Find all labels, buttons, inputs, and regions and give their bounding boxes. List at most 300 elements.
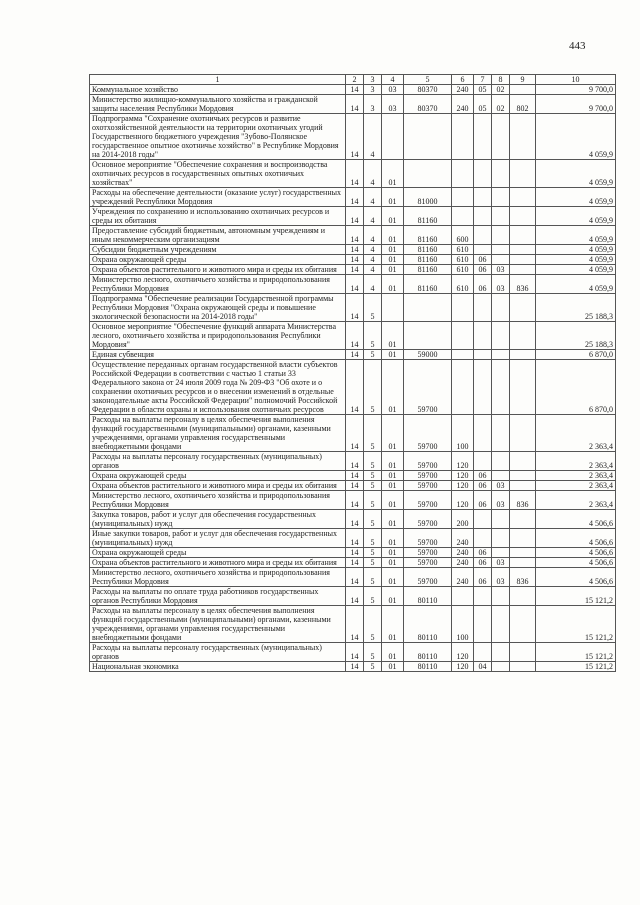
amount-cell: 25 188,3 [536, 294, 616, 322]
code-cell-6 [452, 188, 474, 207]
code-cell-7 [474, 452, 492, 471]
code-cell-4: 01 [382, 350, 404, 360]
code-cell-3: 5 [364, 415, 382, 452]
table-row [90, 491, 616, 510]
code-cell-6 [452, 114, 474, 160]
row-name-cell: Расходы на выплаты персоналу в целях обеспечения выполнения функций государственными (муниципальными) органами, казенными учреждениями, органами управления государственными внебюджетными фондами [90, 606, 346, 643]
table-row [90, 322, 616, 350]
amount-cell: 9 700,0 [536, 95, 616, 114]
code-cell-8: 03 [492, 481, 510, 491]
code-cell-5: 59700 [404, 481, 452, 491]
code-cell-3: 4 [364, 245, 382, 255]
code-cell-6: 610 [452, 245, 474, 255]
code-cell-5: 80110 [404, 606, 452, 643]
amount-cell: 2 363,4 [536, 491, 616, 510]
code-cell-7: 06 [474, 265, 492, 275]
code-cell-2: 14 [346, 322, 364, 350]
code-cell-4: 03 [382, 85, 404, 95]
code-cell-8 [492, 360, 510, 415]
code-cell-8 [492, 471, 510, 481]
row-name-cell: Подпрограмма "Обеспечение реализации Государственной программы Республики Мордовия "Охрана окружающей среды и повышение экологической безопасности на 2014-2018 годы" [90, 294, 346, 322]
code-cell-3: 4 [364, 275, 382, 294]
row-name-cell: Расходы на обеспечение деятельности (оказание услуг) государственных учреждений Республики Мордовия [90, 188, 346, 207]
code-cell-7 [474, 245, 492, 255]
table-row [90, 95, 616, 114]
table-row [90, 85, 616, 95]
code-cell-8: 03 [492, 491, 510, 510]
code-cell-3: 5 [364, 491, 382, 510]
code-cell-7 [474, 606, 492, 643]
code-cell-5: 59700 [404, 510, 452, 529]
column-header-4: 4 [382, 75, 404, 85]
code-cell-2: 14 [346, 85, 364, 95]
row-name-cell: Осуществление переданных органам государственной власти субъектов Российской Федерации в соответствии с частью 1 статьи 33 Федерального закона от 24 июля 2009 года № 209-ФЗ "Об охоте и о сохранении охотничьих ресурсов и о внесении изменений в отдельные законодательные акты Российской Федерации" полномочий Российской Федерации в области охраны и использования охотничьих ресурсов [90, 360, 346, 415]
code-cell-2: 14 [346, 587, 364, 606]
code-cell-7 [474, 188, 492, 207]
code-cell-9 [510, 529, 536, 548]
code-cell-3: 5 [364, 606, 382, 643]
code-cell-6: 240 [452, 548, 474, 558]
code-cell-6 [452, 207, 474, 226]
table-row [90, 568, 616, 587]
code-cell-2: 14 [346, 662, 364, 672]
code-cell-2: 14 [346, 481, 364, 491]
column-header-10: 10 [536, 75, 616, 85]
code-cell-8 [492, 415, 510, 452]
row-name-cell: Расходы на выплаты по оплате труда работников государственных органов Республики Мордовия [90, 587, 346, 606]
code-cell-7 [474, 510, 492, 529]
code-cell-8 [492, 643, 510, 662]
code-cell-2: 14 [346, 568, 364, 587]
code-cell-7 [474, 322, 492, 350]
code-cell-4 [382, 114, 404, 160]
amount-cell: 15 121,2 [536, 606, 616, 643]
code-cell-7 [474, 294, 492, 322]
row-name-cell: Коммунальное хозяйство [90, 85, 346, 95]
table-row [90, 255, 616, 265]
amount-cell: 6 870,0 [536, 350, 616, 360]
code-cell-4: 01 [382, 452, 404, 471]
code-cell-2: 14 [346, 548, 364, 558]
row-name-cell: Расходы на выплаты персоналу государственных (муниципальных) органов [90, 452, 346, 471]
row-name-cell: Расходы на выплаты персоналу в целях обеспечения выполнения функций государственными (муниципальными) органами, казенными учреждениями, органами управления государственными внебюджетными фондами [90, 415, 346, 452]
code-cell-4: 01 [382, 275, 404, 294]
code-cell-8: 03 [492, 265, 510, 275]
code-cell-8: 02 [492, 95, 510, 114]
table-row [90, 452, 616, 471]
table-row [90, 481, 616, 491]
table-row [90, 558, 616, 568]
code-cell-4: 01 [382, 265, 404, 275]
code-cell-6: 100 [452, 606, 474, 643]
code-cell-3: 5 [364, 662, 382, 672]
code-cell-6: 120 [452, 471, 474, 481]
code-cell-9 [510, 548, 536, 558]
code-cell-5: 59700 [404, 558, 452, 568]
code-cell-2: 14 [346, 188, 364, 207]
code-cell-2: 14 [346, 226, 364, 245]
code-cell-8 [492, 662, 510, 672]
code-cell-4: 01 [382, 606, 404, 643]
row-name-cell: Министерство лесного, охотничьего хозяйства и природопользования Республики Мордовия [90, 491, 346, 510]
code-cell-8: 02 [492, 85, 510, 95]
code-cell-7: 06 [474, 255, 492, 265]
row-name-cell: Министерство лесного, охотничьего хозяйства и природопользования Республики Мордовия [90, 568, 346, 587]
code-cell-8 [492, 452, 510, 471]
code-cell-6: 120 [452, 481, 474, 491]
code-cell-9 [510, 558, 536, 568]
row-name-cell: Охрана объектов растительного и животного мира и среды их обитания [90, 481, 346, 491]
table-row [90, 226, 616, 245]
code-cell-8 [492, 188, 510, 207]
amount-cell: 2 363,4 [536, 471, 616, 481]
row-name-cell: Учреждения по сохранению и использованию охотничьих ресурсов и среды их обитания [90, 207, 346, 226]
code-cell-4: 01 [382, 322, 404, 350]
code-cell-5 [404, 114, 452, 160]
code-cell-6: 120 [452, 643, 474, 662]
code-cell-2: 14 [346, 294, 364, 322]
code-cell-4: 01 [382, 415, 404, 452]
code-cell-7: 05 [474, 95, 492, 114]
code-cell-6: 120 [452, 662, 474, 672]
table-row [90, 160, 616, 188]
code-cell-7: 04 [474, 662, 492, 672]
code-cell-9 [510, 114, 536, 160]
table-row [90, 548, 616, 558]
row-name-cell: Субсидии бюджетным учреждениям [90, 245, 346, 255]
code-cell-3: 4 [364, 160, 382, 188]
code-cell-6: 600 [452, 226, 474, 245]
amount-cell: 4 059,9 [536, 275, 616, 294]
row-name-cell: Закупка товаров, работ и услуг для обеспечения государственных (муниципальных) нужд [90, 510, 346, 529]
code-cell-7 [474, 415, 492, 452]
code-cell-6 [452, 587, 474, 606]
table-row [90, 510, 616, 529]
code-cell-9 [510, 265, 536, 275]
amount-cell: 4 059,9 [536, 265, 616, 275]
code-cell-8 [492, 294, 510, 322]
code-cell-6: 240 [452, 529, 474, 548]
code-cell-5: 59700 [404, 548, 452, 558]
code-cell-7: 06 [474, 275, 492, 294]
code-cell-8 [492, 114, 510, 160]
amount-cell: 4 059,9 [536, 188, 616, 207]
code-cell-3: 5 [364, 587, 382, 606]
table-row [90, 471, 616, 481]
code-cell-4: 01 [382, 548, 404, 558]
code-cell-4: 01 [382, 510, 404, 529]
amount-cell: 4 506,6 [536, 529, 616, 548]
code-cell-9 [510, 360, 536, 415]
amount-cell: 4 059,9 [536, 255, 616, 265]
table-row [90, 529, 616, 548]
code-cell-4: 01 [382, 471, 404, 481]
column-header-1: 1 [90, 75, 346, 85]
table-row [90, 245, 616, 255]
code-cell-2: 14 [346, 360, 364, 415]
code-cell-8 [492, 207, 510, 226]
code-cell-2: 14 [346, 491, 364, 510]
code-cell-6: 240 [452, 558, 474, 568]
code-cell-5: 80110 [404, 643, 452, 662]
code-cell-2: 14 [346, 452, 364, 471]
code-cell-6: 200 [452, 510, 474, 529]
column-header-2: 2 [346, 75, 364, 85]
column-header-8: 8 [492, 75, 510, 85]
code-cell-6: 240 [452, 568, 474, 587]
code-cell-6 [452, 160, 474, 188]
code-cell-5: 81160 [404, 265, 452, 275]
code-cell-3: 3 [364, 95, 382, 114]
amount-cell: 4 506,6 [536, 558, 616, 568]
code-cell-3: 4 [364, 226, 382, 245]
code-cell-9: 836 [510, 491, 536, 510]
code-cell-2: 14 [346, 245, 364, 255]
amount-cell: 4 506,6 [536, 568, 616, 587]
code-cell-5: 81160 [404, 226, 452, 245]
code-cell-8: 03 [492, 558, 510, 568]
column-header-3: 3 [364, 75, 382, 85]
code-cell-5: 59700 [404, 415, 452, 452]
code-cell-7 [474, 529, 492, 548]
code-cell-3: 5 [364, 360, 382, 415]
code-cell-9 [510, 226, 536, 245]
code-cell-8 [492, 350, 510, 360]
code-cell-8 [492, 160, 510, 188]
code-cell-9: 836 [510, 275, 536, 294]
amount-cell: 4 059,9 [536, 245, 616, 255]
row-name-cell: Основное мероприятие "Обеспечение сохранения и воспроизводства охотничьих ресурсов в государственных опытных охотничьих хозяйствах" [90, 160, 346, 188]
code-cell-2: 14 [346, 643, 364, 662]
code-cell-5: 59700 [404, 360, 452, 415]
code-cell-8: 03 [492, 568, 510, 587]
amount-cell: 2 363,4 [536, 481, 616, 491]
row-name-cell: Подпрограмма "Сохранение охотничьих ресурсов и развитие охотхозяйственной деятельности на территории охотничьих угодий Государственного бюджетного учреждения "Зубово-Полянское государственное опытное охотничье хозяйство" в Республике Мордовия на 2014-2018 годы" [90, 114, 346, 160]
table-row [90, 350, 616, 360]
amount-cell: 2 363,4 [536, 415, 616, 452]
row-name-cell: Министерство лесного, охотничьего хозяйства и природопользования Республики Мордовия [90, 275, 346, 294]
amount-cell: 4 059,9 [536, 160, 616, 188]
code-cell-5: 59000 [404, 350, 452, 360]
code-cell-8 [492, 510, 510, 529]
code-cell-3: 5 [364, 529, 382, 548]
code-cell-2: 14 [346, 415, 364, 452]
code-cell-4: 01 [382, 587, 404, 606]
code-cell-9 [510, 662, 536, 672]
code-cell-3: 5 [364, 548, 382, 558]
code-cell-9 [510, 85, 536, 95]
code-cell-9 [510, 471, 536, 481]
code-cell-3: 5 [364, 558, 382, 568]
code-cell-9 [510, 207, 536, 226]
code-cell-4: 01 [382, 481, 404, 491]
code-cell-4: 01 [382, 226, 404, 245]
table-row [90, 415, 616, 452]
code-cell-9 [510, 188, 536, 207]
code-cell-4: 01 [382, 558, 404, 568]
row-name-cell: Расходы на выплаты персоналу государственных (муниципальных) органов [90, 643, 346, 662]
code-cell-7: 06 [474, 491, 492, 510]
code-cell-8 [492, 548, 510, 558]
code-cell-9 [510, 350, 536, 360]
code-cell-3: 5 [364, 510, 382, 529]
amount-cell: 6 870,0 [536, 360, 616, 415]
code-cell-4: 01 [382, 491, 404, 510]
code-cell-5: 80110 [404, 587, 452, 606]
code-cell-4 [382, 294, 404, 322]
row-name-cell: Министерство жилищно-коммунального хозяйства и гражданской защиты населения Республики Мордовия [90, 95, 346, 114]
code-cell-2: 14 [346, 510, 364, 529]
code-cell-2: 14 [346, 471, 364, 481]
row-name-cell: Иные закупки товаров, работ и услуг для обеспечения государственных (муниципальных) нужд [90, 529, 346, 548]
code-cell-6: 610 [452, 265, 474, 275]
code-cell-7 [474, 587, 492, 606]
code-cell-7: 05 [474, 85, 492, 95]
row-name-cell: Единая субвенция [90, 350, 346, 360]
code-cell-3: 5 [364, 643, 382, 662]
code-cell-9 [510, 255, 536, 265]
code-cell-4: 01 [382, 529, 404, 548]
code-cell-9: 802 [510, 95, 536, 114]
table-row [90, 606, 616, 643]
code-cell-5: 59700 [404, 529, 452, 548]
table-row [90, 360, 616, 415]
code-cell-7: 06 [474, 558, 492, 568]
code-cell-2: 14 [346, 529, 364, 548]
code-cell-9 [510, 452, 536, 471]
code-cell-4: 01 [382, 160, 404, 188]
code-cell-9 [510, 245, 536, 255]
code-cell-9 [510, 587, 536, 606]
row-name-cell: Охрана окружающей среды [90, 255, 346, 265]
code-cell-6: 100 [452, 415, 474, 452]
code-cell-8 [492, 226, 510, 245]
code-cell-6: 610 [452, 255, 474, 265]
code-cell-5: 81160 [404, 207, 452, 226]
amount-cell: 4 059,9 [536, 207, 616, 226]
table-row [90, 662, 616, 672]
code-cell-6: 240 [452, 85, 474, 95]
row-name-cell: Охрана окружающей среды [90, 471, 346, 481]
row-name-cell: Основное мероприятие "Обеспечение функций аппарата Министерства лесного, охотничьего хозяйства и природопользования Республики Мордовия" [90, 322, 346, 350]
code-cell-7 [474, 207, 492, 226]
code-cell-2: 14 [346, 350, 364, 360]
code-cell-6: 120 [452, 452, 474, 471]
code-cell-2: 14 [346, 207, 364, 226]
code-cell-8 [492, 255, 510, 265]
code-cell-6 [452, 360, 474, 415]
code-cell-5: 81160 [404, 275, 452, 294]
header-row [90, 75, 616, 85]
code-cell-3: 5 [364, 322, 382, 350]
code-cell-5: 81160 [404, 245, 452, 255]
code-cell-2: 14 [346, 275, 364, 294]
code-cell-5: 80110 [404, 662, 452, 672]
code-cell-4: 01 [382, 568, 404, 587]
code-cell-4: 03 [382, 95, 404, 114]
code-cell-5: 81160 [404, 255, 452, 265]
code-cell-8 [492, 322, 510, 350]
code-cell-3: 5 [364, 481, 382, 491]
code-cell-3: 3 [364, 85, 382, 95]
code-cell-6 [452, 322, 474, 350]
code-cell-3: 5 [364, 452, 382, 471]
code-cell-8 [492, 529, 510, 548]
code-cell-2: 14 [346, 114, 364, 160]
code-cell-4: 01 [382, 188, 404, 207]
code-cell-3: 4 [364, 114, 382, 160]
code-cell-9 [510, 606, 536, 643]
code-cell-5: 81000 [404, 188, 452, 207]
code-cell-5 [404, 294, 452, 322]
code-cell-9 [510, 160, 536, 188]
code-cell-2: 14 [346, 558, 364, 568]
amount-cell: 9 700,0 [536, 85, 616, 95]
amount-cell: 4 059,9 [536, 226, 616, 245]
code-cell-6: 120 [452, 491, 474, 510]
code-cell-9: 836 [510, 568, 536, 587]
code-cell-7: 06 [474, 548, 492, 558]
code-cell-9 [510, 322, 536, 350]
amount-cell: 25 188,3 [536, 322, 616, 350]
row-name-cell: Охрана объектов растительного и животного мира и среды их обитания [90, 265, 346, 275]
code-cell-2: 14 [346, 255, 364, 265]
code-cell-7 [474, 226, 492, 245]
code-cell-3: 5 [364, 350, 382, 360]
code-cell-8 [492, 587, 510, 606]
table-row [90, 265, 616, 275]
code-cell-2: 14 [346, 95, 364, 114]
table-row [90, 275, 616, 294]
code-cell-6 [452, 294, 474, 322]
code-cell-7 [474, 360, 492, 415]
code-cell-8 [492, 606, 510, 643]
code-cell-2: 14 [346, 606, 364, 643]
code-cell-7 [474, 643, 492, 662]
code-cell-2: 14 [346, 265, 364, 275]
code-cell-3: 5 [364, 471, 382, 481]
page-number: 443 [569, 40, 586, 52]
code-cell-4: 01 [382, 360, 404, 415]
table-body [90, 85, 616, 672]
code-cell-5: 59700 [404, 568, 452, 587]
row-name-cell: Предоставление субсидий бюджетным, автономным учреждениям и иным некоммерческим организациям [90, 226, 346, 245]
table-row [90, 207, 616, 226]
code-cell-6 [452, 350, 474, 360]
code-cell-3: 4 [364, 207, 382, 226]
code-cell-6: 610 [452, 275, 474, 294]
column-header-7: 7 [474, 75, 492, 85]
row-name-cell: Национальная экономика [90, 662, 346, 672]
code-cell-5: 80370 [404, 95, 452, 114]
code-cell-4: 01 [382, 662, 404, 672]
code-cell-5 [404, 322, 452, 350]
table-row [90, 114, 616, 160]
amount-cell: 15 121,2 [536, 587, 616, 606]
code-cell-5: 80370 [404, 85, 452, 95]
code-cell-7: 06 [474, 471, 492, 481]
code-cell-7: 06 [474, 568, 492, 587]
column-header-5: 5 [404, 75, 452, 85]
code-cell-8 [492, 245, 510, 255]
table-row [90, 587, 616, 606]
code-cell-7 [474, 160, 492, 188]
code-cell-5: 59700 [404, 471, 452, 481]
row-name-cell: Охрана окружающей среды [90, 548, 346, 558]
code-cell-5: 59700 [404, 491, 452, 510]
code-cell-3: 4 [364, 188, 382, 207]
row-name-cell: Охрана объектов растительного и животного мира и среды их обитания [90, 558, 346, 568]
